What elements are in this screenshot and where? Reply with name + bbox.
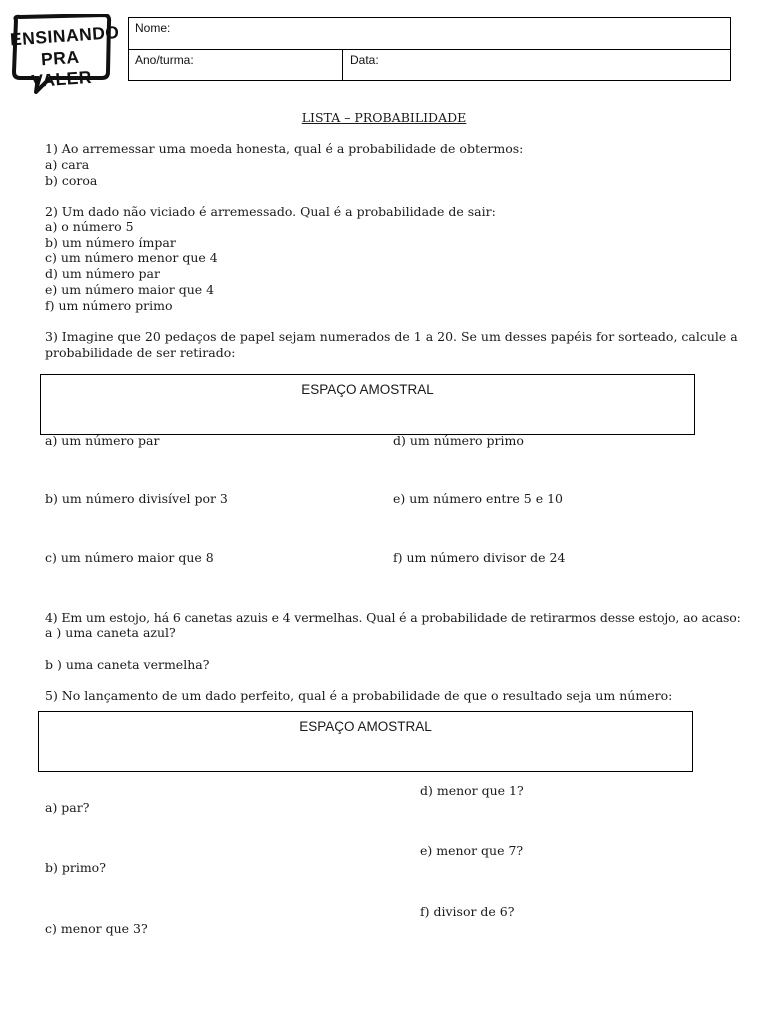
q3-prompt-line-1: 3) Imagine que 20 pedaços de papel sejam numerados de 1 a 20. Se um desses papéis for sorteado, calcule a [45, 329, 738, 344]
sample-space-box[interactable] [38, 711, 693, 772]
q2-item: a) o número 5 [45, 219, 134, 234]
q2-item: d) um número par [45, 266, 160, 281]
cell-divider [342, 50, 343, 81]
q3-prompt-line-2: probabilidade de ser retirado: [45, 345, 236, 360]
sample-space-box[interactable] [40, 374, 695, 435]
q5-item: a) par? [45, 800, 90, 815]
name-row[interactable] [129, 18, 730, 50]
logo-line-1: ENSINANDO [9, 21, 121, 50]
q2-prompt: 2) Um dado não viciado é arremessado. Qual é a probabilidade de sair: [45, 204, 496, 219]
q2-item: c) um número menor que 4 [45, 250, 218, 265]
q3-item: a) um número par [45, 433, 160, 448]
class-date-row [129, 50, 730, 81]
q2-item: e) um número maior que 4 [45, 282, 215, 297]
q5-item: d) menor que 1? [420, 783, 524, 798]
q4-prompt: 4) Em um estojo, há 6 canetas azuis e 4 vermelhas. Qual é a probabilidade de retirarmos desse estojo, ao acaso: [45, 610, 741, 625]
q4-item: a ) uma caneta azul? [45, 625, 176, 640]
sample-space-title: ESPAÇO AMOSTRAL [299, 719, 432, 734]
q1-item: a) cara [45, 157, 90, 172]
page-title: LISTA – PROBABILIDADE [301, 110, 467, 125]
q5-item: f) divisor de 6? [420, 904, 515, 919]
q1-prompt: 1) Ao arremessar uma moeda honesta, qual é a probabilidade de obtermos: [45, 141, 524, 156]
sample-space-title: ESPAÇO AMOSTRAL [301, 382, 434, 397]
q3-item: d) um número primo [393, 433, 524, 448]
q1-item: b) coroa [45, 173, 98, 188]
q2-item: f) um número primo [45, 298, 173, 313]
class-label: Ano/turma: [135, 53, 194, 67]
q5-prompt: 5) No lançamento de um dado perfeito, qual é a probabilidade de que o resultado seja um número: [45, 688, 673, 703]
q4-item: b ) uma caneta vermelha? [45, 657, 210, 672]
logo [9, 14, 121, 94]
q5-item: e) menor que 7? [420, 843, 524, 858]
q5-item: c) menor que 3? [45, 921, 148, 936]
q3-item: f) um número divisor de 24 [393, 550, 566, 565]
date-label: Data: [350, 53, 379, 67]
q3-item: c) um número maior que 8 [45, 550, 214, 565]
name-label: Nome: [135, 21, 171, 35]
student-info-table [128, 17, 731, 81]
q3-item: b) um número divisível por 3 [45, 491, 228, 506]
q2-item: b) um número ímpar [45, 235, 176, 250]
q5-item: b) primo? [45, 860, 106, 875]
logo-line-2: PRA VALER [30, 46, 93, 92]
q3-item: e) um número entre 5 e 10 [393, 491, 563, 506]
